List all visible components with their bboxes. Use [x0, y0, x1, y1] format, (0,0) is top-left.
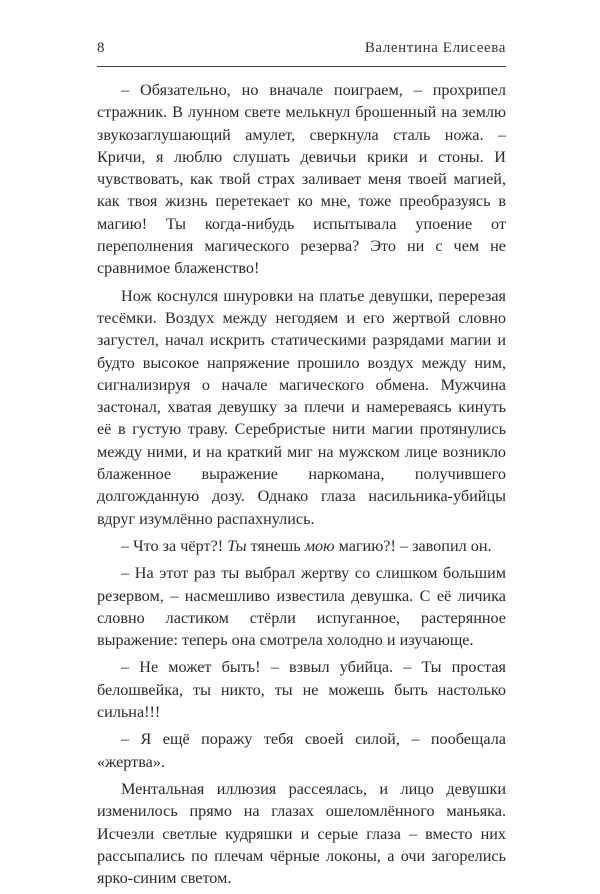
page-number: 8 [97, 40, 106, 56]
dialogue-text: – Что за чёрт?! [121, 536, 228, 555]
paragraph: Ментальная иллюзия рассеялась, и лицо девушки изменилось прямо на глазах ошеломлённого маньяка. Исчезли светлые кудряшки и серые глаза – вместо них рассыпались по плечам чёрные локоны, а очи загорелись ярко-синим светом. [97, 779, 506, 888]
paragraph: – На этот раз ты выбрал жертву со слишком большим резервом, – насмешливо известила девушка. С её личика словно ластиком стёрли испуганное, растерянное выражение: теперь она смотрела холодно и изучающе. [97, 564, 506, 650]
paragraph: – Я ещё поражу тебя своей силой, – пообещала «жертва». [97, 730, 506, 771]
paragraph: Нож коснулся шнуровки на платье девушки, перерезая тесёмки. Воздух между негодяем и его жертвой словно загустел, начал искрить статическими разрядами магии и будто высокое напряжение прошило воздух между ним, сигнализируя о начале магического обмена. Мужчина застонал, хватая девушку за плечи и намереваясь кинуть её в густую траву. Серебристые нити магии протянулись между ними, и на краткий миг на мужском лице возникло блаженное выражение наркомана, получившего долгожданную дозу. Однако глаза насильника-убийцы вдруг изумлённо распахнулись. [97, 286, 506, 528]
italic-emphasis: мою [304, 536, 335, 555]
paragraph [97, 535, 506, 557]
body-text [97, 79, 506, 894]
italic-emphasis: Ты [227, 536, 247, 555]
running-head [97, 40, 506, 62]
header-rule [97, 66, 506, 67]
paragraph: – Обязательно, но вначале поиграем, – прохрипел стражник. В лунном свете мелькнул брошенный на землю звукозаглушающий амулет, сверкнула сталь ножа. – Кричи, я люблю слушать девичьи крики и стоны. И чувствовать, как твой страх заливает меня твоей магией, как твоя жизнь перетекает ко мне, тоже преобразуясь в магию! Ты когда-нибудь испытывала упоение от переполнения магического резерва? Это ни с чем не сравнимое блаженство! [97, 81, 506, 278]
dialogue-text: тянешь [246, 536, 305, 555]
dialogue-text: магию?! – завопил он. [334, 536, 492, 555]
author-name: Валентина Елисеева [364, 40, 506, 56]
paragraph: – Не может быть! – взвыл убийца. – Ты простая белошвейка, ты никто, ты не можешь быть настолько сильна!!! [97, 658, 506, 722]
